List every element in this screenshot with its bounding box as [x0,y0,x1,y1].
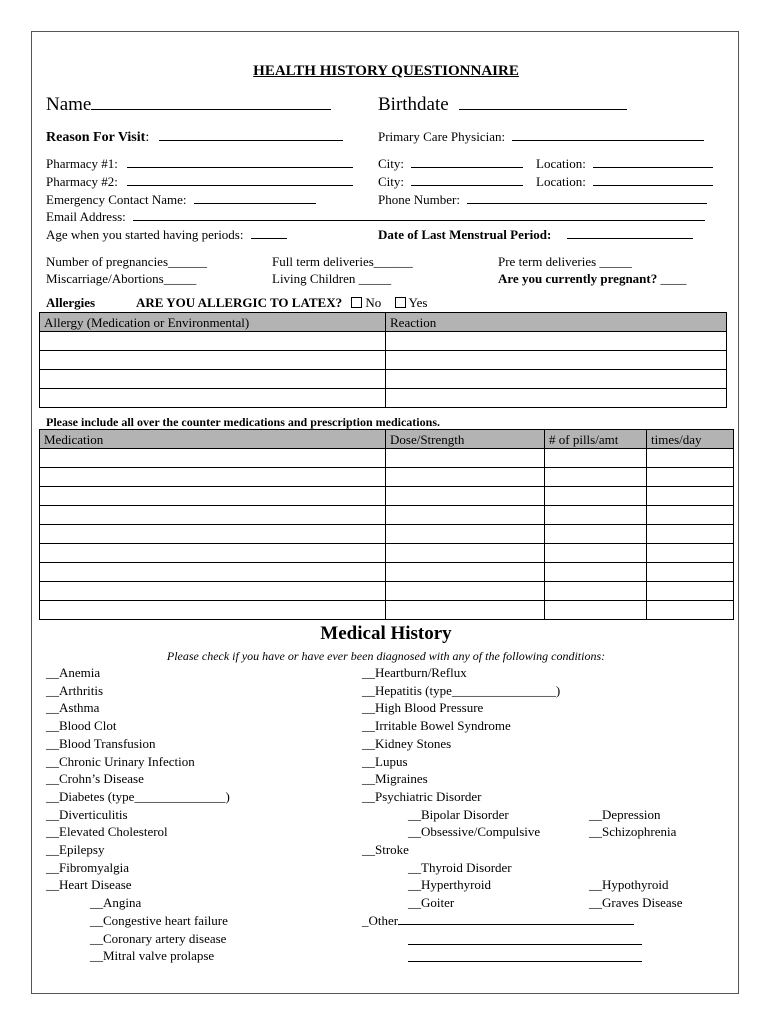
pregnant-blank: ____ [657,271,687,286]
medication-row-cell[interactable] [386,563,545,582]
condition-item[interactable]: __Fibromyalgia [46,859,130,875]
medication-row-cell[interactable] [40,525,386,544]
medication-row [40,582,734,601]
city1-line[interactable] [411,156,523,168]
other-extra-line[interactable] [408,944,642,945]
pregnancies-field[interactable]: Number of pregnancies______ [46,254,208,269]
medication-row-cell[interactable] [647,487,734,506]
allergy-row [40,332,727,351]
heart-condition-item[interactable]: __Coronary artery disease [90,930,227,946]
city2-label: City: [378,174,405,189]
medication-row-cell[interactable] [40,506,386,525]
medication-row-cell[interactable] [386,525,545,544]
condition-item[interactable]: __Diverticulitis [46,806,128,822]
medication-row [40,468,734,487]
phone-label: Phone Number: [378,192,460,207]
medication-row-cell[interactable] [386,582,545,601]
condition-item[interactable]: __Blood Transfusion [46,735,156,751]
condition-item[interactable]: __Hepatitis (type________________) [362,682,561,698]
medication-row-cell[interactable] [647,582,734,601]
other-extra-line[interactable] [408,961,642,962]
lmp-label: Date of Last Menstrual Period: [378,227,552,242]
medical-history-title: Medical History [320,623,452,644]
medication-table [39,429,734,620]
medication-row-cell[interactable] [40,601,386,620]
location1-label: Location: [536,156,586,171]
medication-row-cell[interactable] [386,601,545,620]
name-field[interactable] [46,94,331,116]
emergency-label: Emergency Contact Name: [46,192,187,207]
pharmacy2-field[interactable] [46,174,353,189]
city1-label: City: [378,156,405,171]
location1-field[interactable] [536,156,713,171]
medication-row-cell[interactable] [647,563,734,582]
city2-field[interactable] [378,174,523,189]
phone-field[interactable] [378,192,707,207]
allergy-header-row [40,313,727,332]
medication-row [40,525,734,544]
pcp-label: Primary Care Physician: [378,129,506,144]
pcp-line[interactable] [512,129,704,141]
medication-row-cell[interactable] [386,487,545,506]
emergency-line[interactable] [194,192,316,204]
allergy-row-cell[interactable] [386,370,727,389]
reaction-header: Reaction [386,313,727,332]
condition-item[interactable]: __Migraines [362,771,428,787]
pharmacy2-line[interactable] [127,174,353,186]
allergy-row-cell[interactable] [386,389,727,408]
medication-row-cell[interactable] [40,582,386,601]
condition-item[interactable]: __Stroke [362,842,409,857]
medication-row-cell[interactable] [40,544,386,563]
heart-condition-item[interactable]: __Congestive heart failure [90,912,228,928]
reason-colon: : [145,130,150,145]
location2-line[interactable] [593,174,713,186]
medication-row-cell[interactable] [386,544,545,563]
city1-field[interactable] [378,156,523,171]
medication-row [40,449,734,468]
pcp-field[interactable] [378,129,704,144]
phone-line[interactable] [467,192,707,204]
thyroid-condition-item[interactable]: __Hyperthyroid [408,877,492,893]
condition-item[interactable]: __Elevated Cholesterol [46,824,168,840]
email-label: Email Address: [46,209,126,224]
times-header: times/day [647,430,734,449]
dose-header: Dose/Strength [386,430,545,449]
condition-item[interactable]: __Blood Clot [46,718,117,734]
medication-header-row [40,430,734,449]
condition-item[interactable]: __Asthma [46,700,100,716]
medication-row-cell[interactable] [386,468,545,487]
allergy-table [39,312,727,408]
medication-row-cell[interactable] [647,468,734,487]
allergy-row [40,370,727,389]
medication-note: Please include all over the counter medications and prescription medications. [46,415,440,429]
medication-row [40,506,734,525]
reason-field[interactable] [46,129,343,146]
pills-header: # of pills/amt [545,430,647,449]
pharmacy1-line[interactable] [127,156,353,168]
location2-label: Location: [536,174,586,189]
medication-header: Medication [40,430,386,449]
heart-condition-item[interactable]: __Mitral valve prolapse [90,948,215,964]
medication-row [40,487,734,506]
medical-history-subtitle: Please check if you have or have ever been diagnosed with any of the following conditions: [166,649,606,663]
latex-no-checkbox[interactable] [351,297,362,308]
heart-condition-item[interactable]: __Angina [90,895,142,911]
allergy-row [40,389,727,408]
medication-row-cell[interactable] [40,449,386,468]
other-condition-item[interactable]: _Other [362,913,634,928]
medication-row [40,544,734,563]
condition-item[interactable]: __Epilepsy [46,842,105,857]
emergency-field[interactable] [46,192,316,207]
medication-row-cell[interactable] [545,468,647,487]
preterm-field[interactable]: Pre term deliveries _____ [498,254,632,269]
allergy-row-cell[interactable] [40,332,386,351]
allergy-row-cell[interactable] [386,332,727,351]
medication-row-cell[interactable] [40,468,386,487]
thyroid-condition-item[interactable]: __Graves Disease [589,895,683,911]
medication-row-cell[interactable] [40,487,386,506]
medication-row-cell[interactable] [545,506,647,525]
thyroid-condition-item[interactable]: __Hypothyroid [589,877,669,893]
latex-yes-label: Yes [408,295,428,310]
medication-row-cell[interactable] [647,449,734,468]
medication-row [40,601,734,620]
form-title: HEALTH HISTORY QUESTIONNAIRE [253,63,519,79]
thyroid-condition-item[interactable]: __Thyroid Disorder [408,859,512,875]
allergy-row [40,351,727,370]
thyroid-condition-item[interactable]: __Goiter [408,895,455,911]
latex-question [136,295,427,310]
medication-row-cell[interactable] [545,487,647,506]
reason-label: Reason For Visit [46,130,146,145]
age-periods-field[interactable] [46,227,287,242]
medication-row-cell[interactable] [647,601,734,620]
condition-item[interactable]: __Crohn’s Disease [46,771,144,787]
email-field[interactable] [46,209,705,224]
condition-item[interactable]: __Diabetes (type______________) [46,788,230,804]
medication-row-cell[interactable] [545,563,647,582]
psych-condition-item[interactable]: __Schizophrenia [589,824,677,840]
latex-yes-checkbox[interactable] [395,297,406,308]
medication-row-cell[interactable] [545,449,647,468]
living-children-field[interactable]: Living Children _____ [272,271,392,286]
allergy-header: Allergy (Medication or Environmental) [40,313,386,332]
condition-item[interactable]: __Arthritis [46,682,104,698]
pharmacy1-label: Pharmacy #1: [46,156,118,171]
medication-row-cell[interactable] [545,544,647,563]
email-line[interactable] [133,209,705,221]
age-periods-label: Age when you started having periods: [46,227,244,242]
location2-field[interactable] [536,174,713,189]
condition-item[interactable]: __Irritable Bowel Syndrome [362,718,511,734]
condition-item[interactable]: __High Blood Pressure [362,700,484,716]
latex-label: ARE YOU ALLERGIC TO LATEX? [136,295,343,310]
psych-condition-item[interactable]: __Depression [589,806,661,822]
allergies-label: Allergies [46,295,96,310]
reason-line[interactable] [159,129,343,141]
allergy-row-cell[interactable] [386,351,727,370]
medication-row-cell[interactable] [545,582,647,601]
medication-row-cell[interactable] [545,601,647,620]
medication-row-cell[interactable] [647,544,734,563]
allergy-row-cell[interactable] [40,370,386,389]
age-periods-line[interactable] [251,227,287,239]
medication-row-cell[interactable] [647,525,734,544]
pharmacy2-label: Pharmacy #2: [46,174,118,189]
miscarriage-field[interactable]: Miscarriage/Abortions_____ [46,271,197,286]
condition-item[interactable]: __Chronic Urinary Infection [46,753,195,769]
other-line[interactable] [398,913,634,925]
name-label: Name [46,94,92,115]
medication-row-cell[interactable] [386,506,545,525]
location1-line[interactable] [593,156,713,168]
fullterm-field[interactable]: Full term deliveries______ [272,254,413,269]
allergy-row-cell[interactable] [40,351,386,370]
pregnant-label: Are you currently pregnant? [498,271,658,286]
medication-row-cell[interactable] [647,506,734,525]
medication-row-cell[interactable] [40,563,386,582]
city2-line[interactable] [411,174,523,186]
condition-item[interactable]: __Heart Disease [46,877,132,893]
birthdate-field[interactable] [378,94,627,116]
condition-item[interactable]: __Anemia [46,665,101,680]
condition-item[interactable]: __Lupus [362,753,408,769]
latex-no-label: No [365,295,382,310]
birthdate-label: Birthdate [378,94,449,115]
psych-condition-item[interactable]: __Bipolar Disorder [408,806,509,822]
name-line[interactable] [91,98,331,110]
medication-row-cell[interactable] [545,525,647,544]
lmp-line[interactable] [567,227,693,239]
birthdate-line[interactable] [459,98,627,110]
form-page [31,31,739,994]
condition-item[interactable]: __Psychiatric Disorder [362,788,482,804]
medication-row [40,563,734,582]
lmp-field[interactable] [378,227,693,242]
psych-condition-item[interactable]: __Obsessive/Compulsive [408,824,541,840]
medication-row-cell[interactable] [386,449,545,468]
pharmacy1-field[interactable] [46,156,353,171]
pregnant-field[interactable] [498,271,687,286]
condition-item[interactable]: __Kidney Stones [362,735,452,751]
condition-item[interactable]: __Heartburn/Reflux [362,665,467,680]
allergy-row-cell[interactable] [40,389,386,408]
